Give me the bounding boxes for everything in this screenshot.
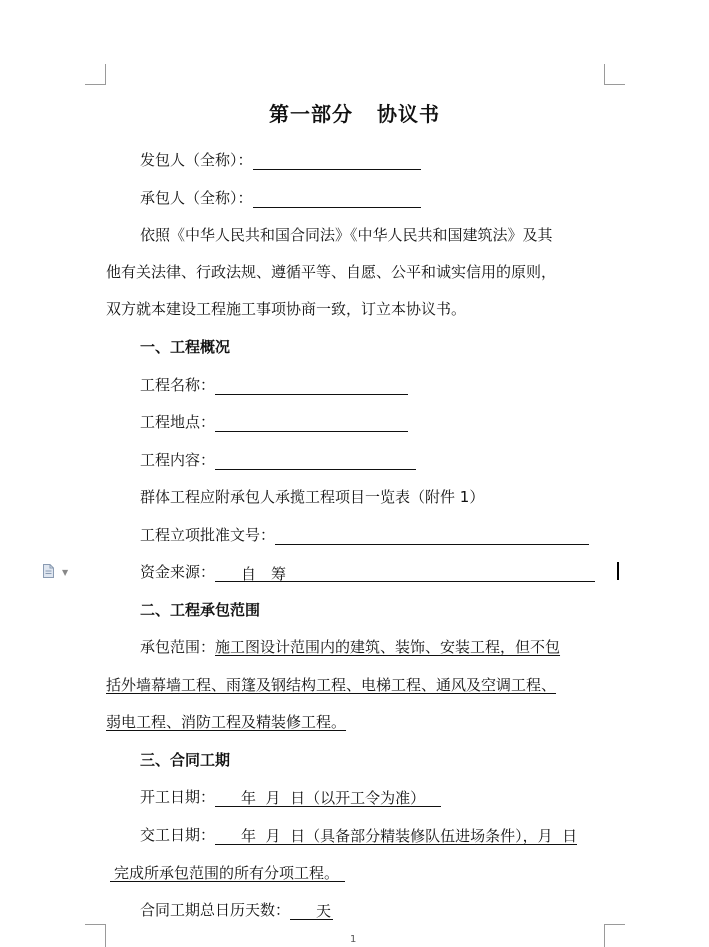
title-name: 协议书 bbox=[377, 102, 440, 126]
finish-date-label: 交工日期： bbox=[140, 826, 216, 844]
finish-date-line-2 bbox=[110, 862, 345, 882]
corner-mark-top-left bbox=[85, 64, 106, 85]
project-location-blank[interactable] bbox=[215, 413, 408, 432]
start-date-value[interactable]: 年 月 日（以开工令为准） bbox=[215, 788, 441, 807]
intro-line-3: 双方就本建设工程施工事项协商一致，订立本协议书。 bbox=[106, 300, 467, 318]
project-name-line bbox=[140, 375, 408, 395]
title-part: 第一部分 bbox=[269, 102, 353, 126]
section2-heading: 二、工程承包范围 bbox=[140, 601, 261, 619]
project-location-line bbox=[140, 412, 408, 432]
fund-label: 资金来源： bbox=[140, 563, 216, 581]
project-content-blank[interactable] bbox=[215, 451, 416, 470]
start-date-label: 开工日期： bbox=[140, 788, 216, 806]
fund-value[interactable]: 自 筹 bbox=[215, 564, 595, 582]
dropdown-arrow-icon[interactable]: ▼ bbox=[62, 568, 69, 577]
text-cursor bbox=[617, 562, 619, 580]
contractor-label: 承包人（全称）： bbox=[140, 189, 253, 207]
group-project-note: 群体工程应附承包人承揽工程项目一览表（附件 1） bbox=[140, 488, 485, 506]
employer-line bbox=[140, 150, 421, 170]
project-content-label: 工程内容： bbox=[140, 451, 216, 469]
approval-line bbox=[140, 525, 589, 545]
finish-date-value-2: 完成所承包范围的所有分项工程。 bbox=[110, 863, 345, 882]
scope-text-1: 施工图设计范围内的建筑、装饰、安装工程，但不包 bbox=[215, 638, 561, 656]
total-days-value[interactable]: 天 bbox=[290, 901, 333, 920]
corner-mark-bottom-right bbox=[604, 924, 625, 947]
project-name-blank[interactable] bbox=[215, 376, 408, 395]
contractor-blank[interactable] bbox=[253, 189, 421, 208]
total-days-label: 合同工期总日历天数： bbox=[140, 901, 291, 919]
intro-line-2: 他有关法律、行政法规、遵循平等、自愿、公平和诚实信用的原则， bbox=[106, 263, 557, 281]
employer-blank[interactable] bbox=[253, 151, 421, 170]
page-number: 1 bbox=[350, 934, 357, 945]
contractor-line bbox=[140, 188, 421, 208]
scope-label: 承包范围： bbox=[140, 638, 216, 656]
document-icon[interactable] bbox=[43, 564, 54, 578]
finish-date-line bbox=[140, 825, 577, 845]
approval-label: 工程立项批准文号： bbox=[140, 526, 276, 544]
total-days-line bbox=[140, 900, 333, 920]
scope-line-1 bbox=[140, 637, 560, 657]
corner-mark-top-right bbox=[604, 64, 625, 85]
project-name-label: 工程名称： bbox=[140, 376, 216, 394]
section1-heading: 一、工程概况 bbox=[140, 338, 231, 356]
corner-mark-bottom-left bbox=[85, 924, 106, 947]
intro-line-1: 依照《中华人民共和国合同法》《中华人民共和国建筑法》及其 bbox=[140, 226, 553, 244]
employer-label: 发包人（全称）： bbox=[140, 151, 253, 169]
section3-heading: 三、合同工期 bbox=[140, 751, 231, 769]
project-content-line bbox=[140, 450, 416, 470]
scope-line-2: 括外墙幕墙工程、雨篷及钢结构工程、电梯工程、通风及空调工程、 bbox=[106, 676, 557, 694]
document-title bbox=[0, 98, 709, 127]
approval-blank[interactable] bbox=[275, 526, 589, 545]
fund-line bbox=[140, 562, 595, 582]
scope-line-3: 弱电工程、消防工程及精装修工程。 bbox=[106, 713, 347, 731]
start-date-line bbox=[140, 787, 441, 807]
project-location-label: 工程地点： bbox=[140, 413, 216, 431]
finish-date-value[interactable]: 年 月 日（具备部分精装修队伍进场条件），月 日 bbox=[215, 826, 577, 845]
